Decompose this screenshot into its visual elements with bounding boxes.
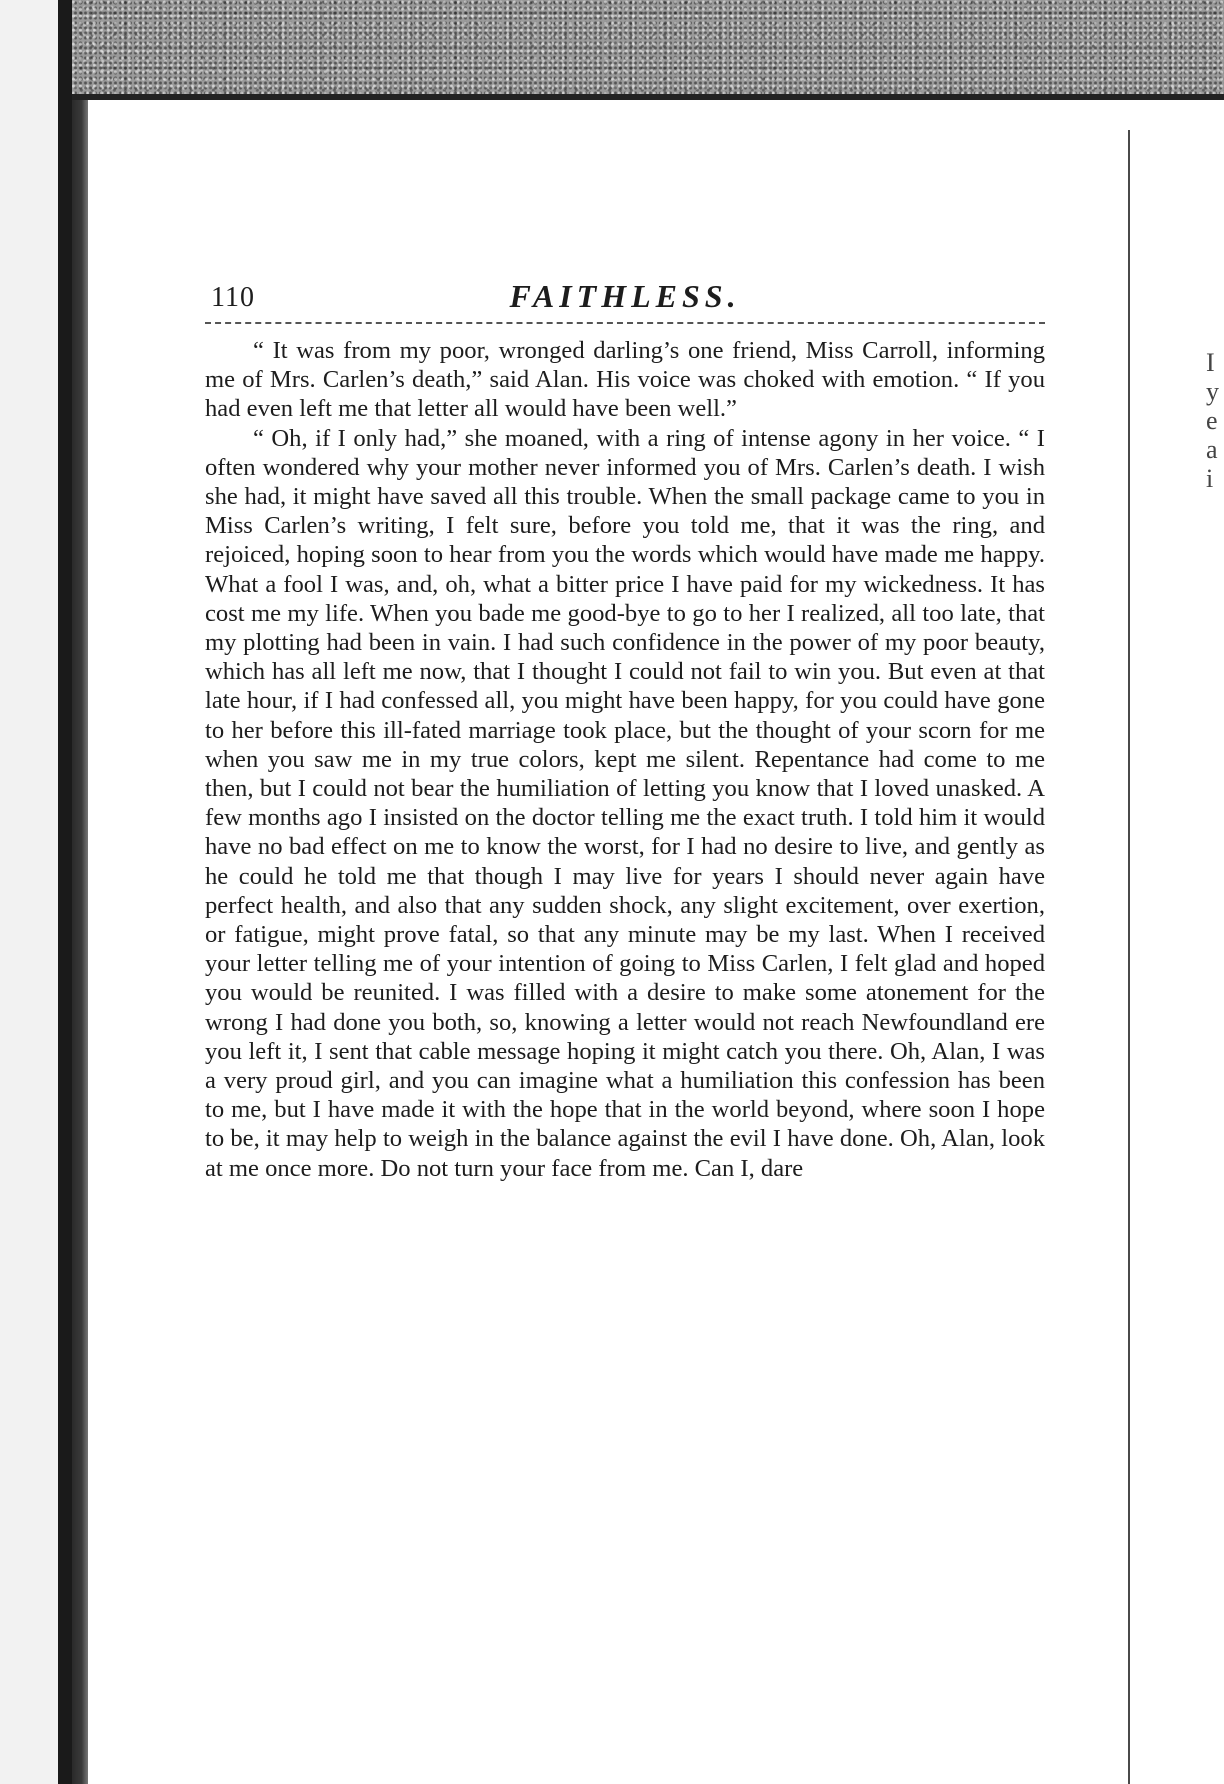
book-page [205, 270, 1045, 1183]
scanner-frame [0, 0, 72, 1784]
adjacent-letter: I [1206, 348, 1215, 377]
adjacent-letter: e [1206, 406, 1218, 435]
book-binding [72, 100, 88, 1784]
page-gutter-line [1128, 130, 1130, 1784]
adjacent-letter: i [1206, 464, 1214, 493]
adjacent-letter: y [1206, 377, 1219, 406]
scan-top-band [72, 0, 1224, 100]
adjacent-page-fragment [1206, 348, 1224, 493]
paragraph: “ Oh, if I only had,” she moaned, with a ring of intense agony in her voice. “ I often wondered why your mother never informed you of Mrs. Carlen’s death. I wish she had, it might have saved all this trouble. When the small package came to you in Miss Carlen’s writing, I felt sure, before you told me, that it was the ring, and rejoiced, hoping soon to hear from you the words which would have made me happy. What a fool I was, and, oh, what a bitter price I have paid for my wickedness. It has cost me my life. When you bade me good-bye to go to her I realized, all too late, that my plotting had been in vain. I had such confidence in the power of my poor beauty, which has all left me now, that I thought I could not fail to win you. But even at that late hour, if I had confessed all, you might have been happy, for you could have gone to her before this ill-fated marriage took place, but the thought of your scorn for me when you saw me in my true colors, kept me silent. Repentance had come to me then, but I could not bear the humiliation of letting you know that I loved unasked. A few months ago I insisted on the doctor telling me the exact truth. I told him it would have no bad effect on me to know the worst, for I had no desire to live, and gently as he could he told me that though I may live for years I should never again have perfect health, and also that any sudden shock, any slight excitement, over exertion, or fatigue, might prove fatal, so that any minute may be my last. When I received your letter telling me of your intention of going to Miss Carlen, I felt glad and hoped you would be reunited. I was filled with a desire to make some atonement for the wrong I had done you both, so, knowing a letter would not reach Newfoundland ere you left it, I sent that cable message hoping it might catch you there. Oh, Alan, I was a very proud girl, and you can imagine what a humiliation this confession has been to me, but I have made it with the hope that in the world beyond, where soon I hope to be, it may help to weigh in the balance against the evil I have done. Oh, Alan, look at me once more. Do not turn your face from me. Can I, dare [205, 424, 1045, 1182]
page-body [205, 336, 1045, 1183]
book-title: FAITHLESS. [509, 278, 741, 314]
adjacent-letter: a [1206, 435, 1218, 464]
paragraph: “ It was from my poor, wronged darling’s one friend, Miss Carroll, informing me of Mrs. Carlen’s death,” said Alan. His voice was choked with emotion. “ If you had even left me that letter all would have been well.” [205, 337, 1045, 423]
page-number: 110 [211, 282, 255, 313]
running-head [205, 270, 1045, 320]
header-rule [205, 322, 1045, 324]
